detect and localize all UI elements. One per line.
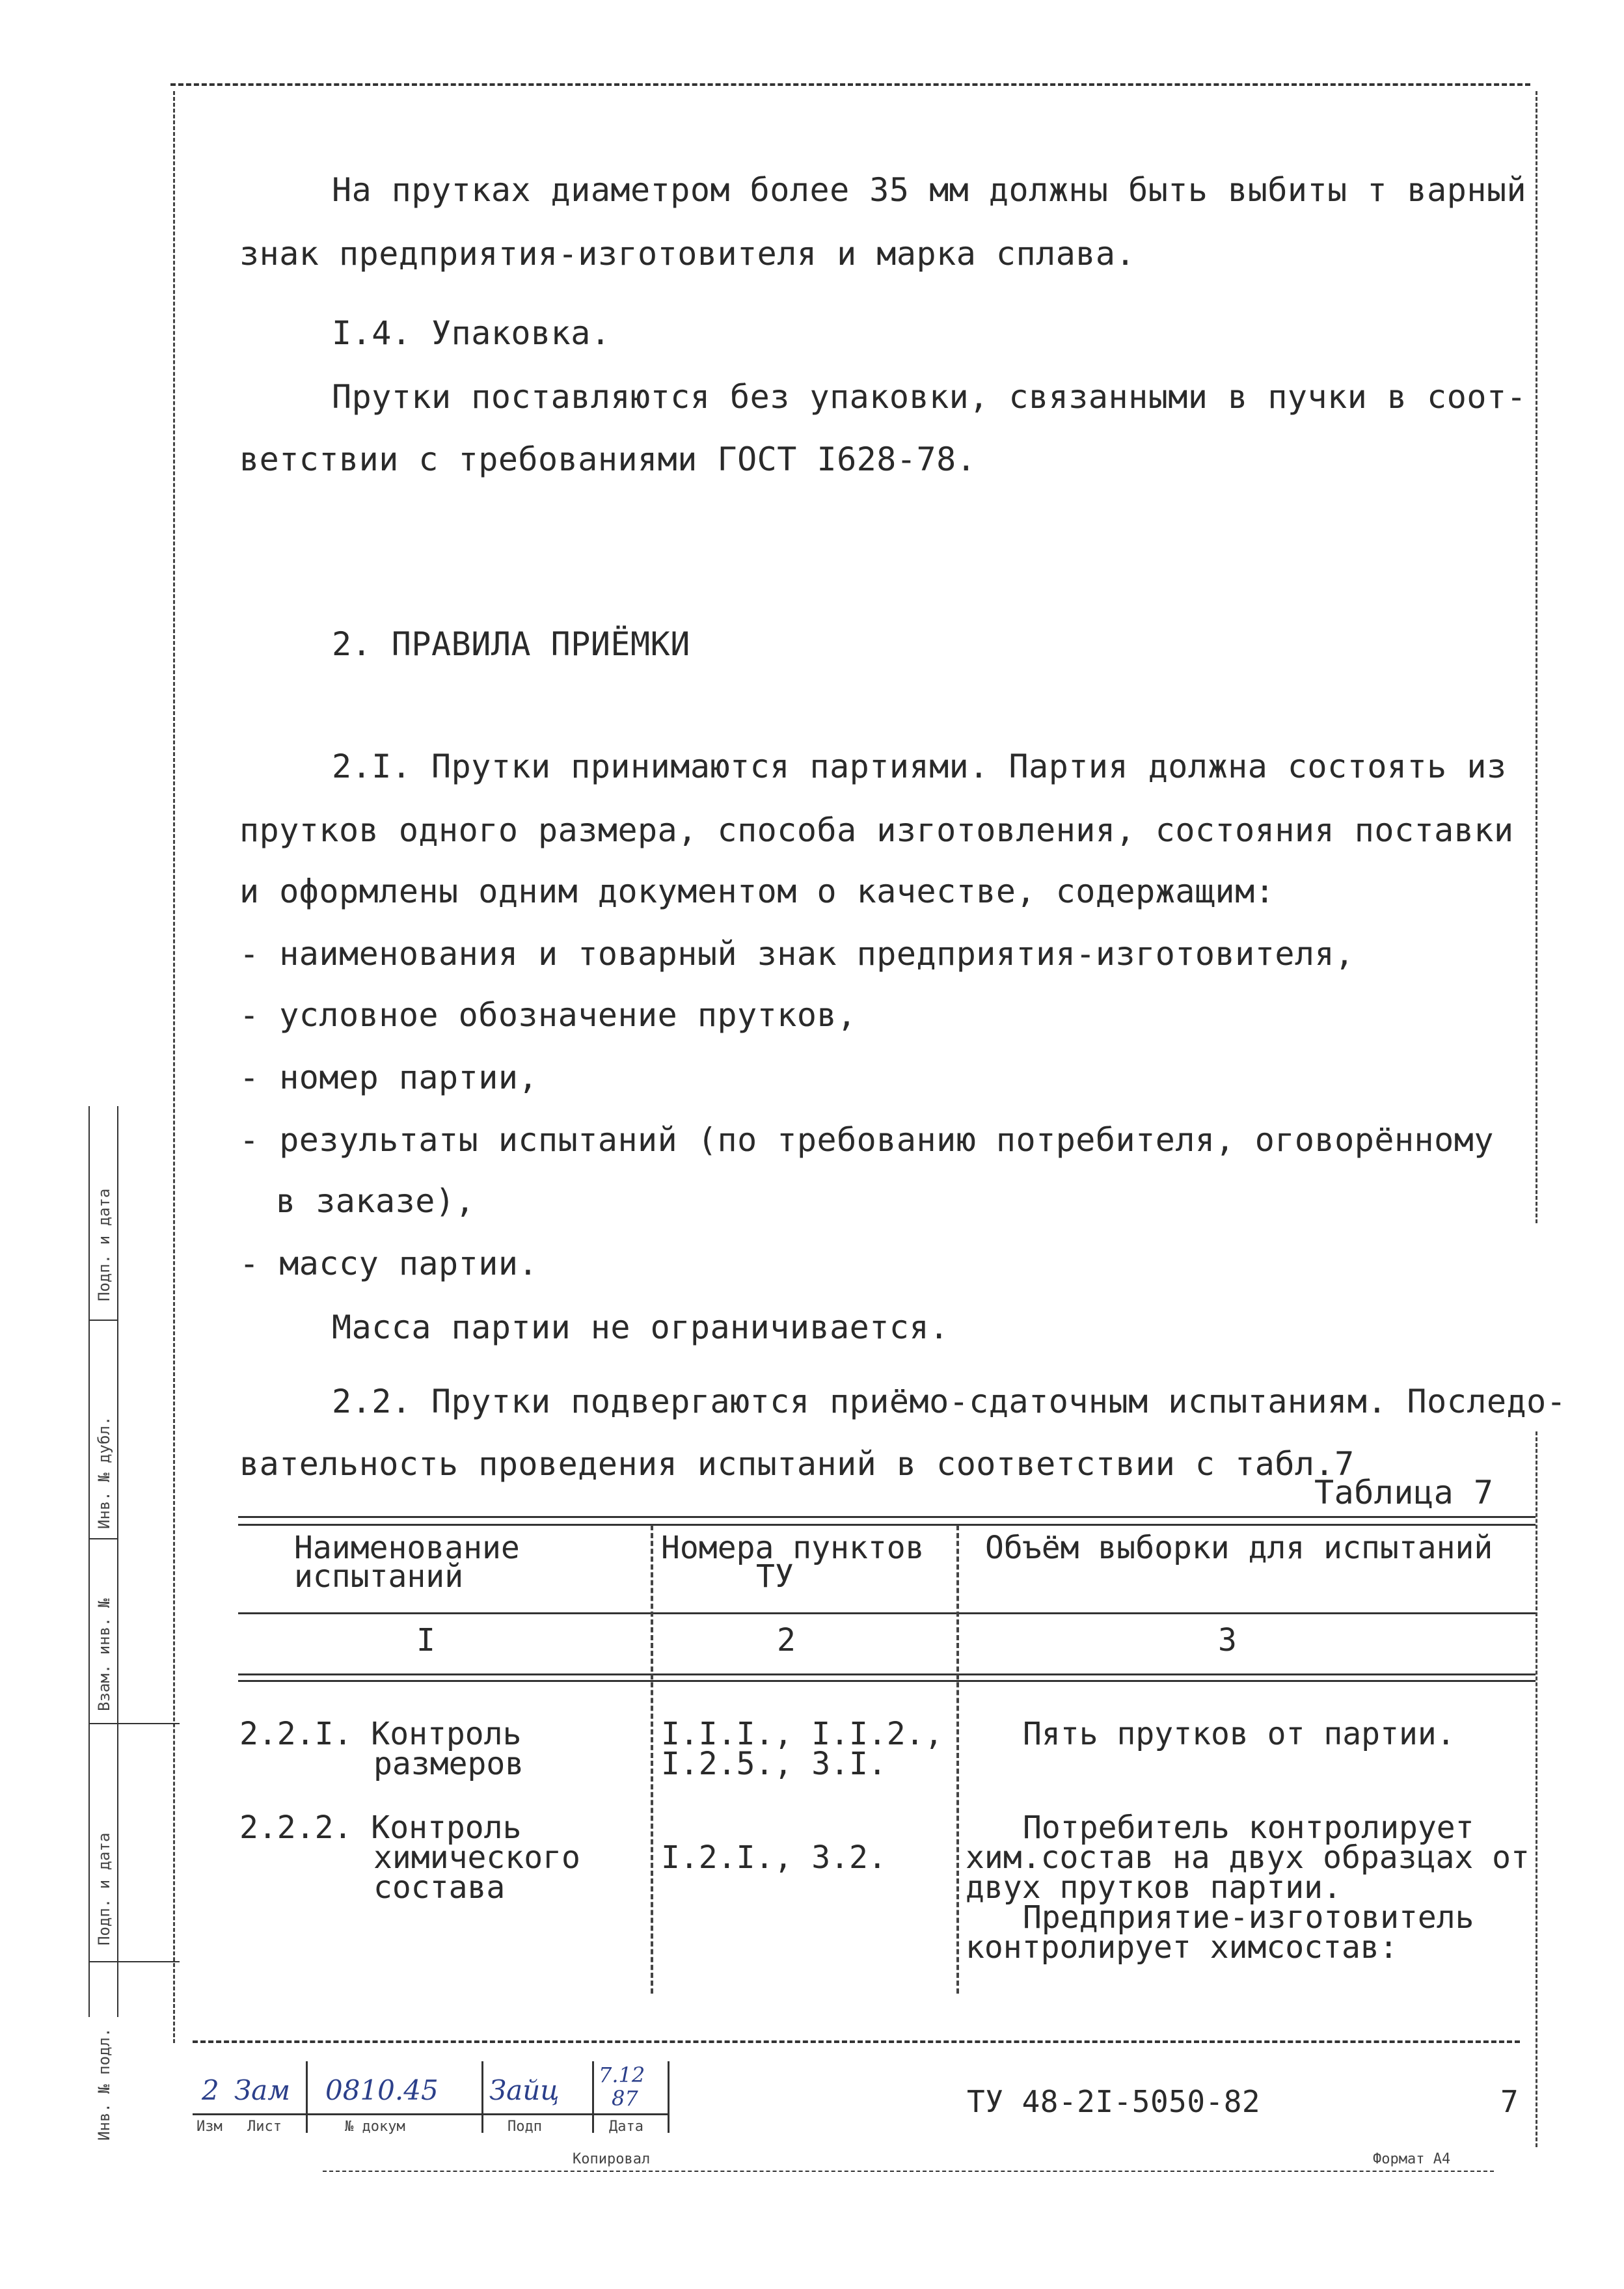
- stamp-date-b: 87: [612, 2086, 638, 2111]
- stamp-date-a: 7.12: [599, 2063, 645, 2087]
- margin-column-line: [117, 1106, 118, 2017]
- stamp-zam-value: Зам: [234, 2074, 291, 2106]
- frame-left-line: [173, 91, 175, 2043]
- stamp-label-date: Дата: [609, 2119, 643, 2135]
- section-2-heading: 2. ПРАВИЛА ПРИЁМКИ: [332, 625, 690, 663]
- margin-column-line: [88, 1106, 90, 2017]
- para-packing-1: Прутки поставляются без упаковки, связанными в пучки в соот-: [332, 378, 1527, 416]
- table-col-separator: [651, 1525, 653, 1994]
- margin-label-dup-inv: Инв. № дубл.: [95, 1416, 113, 1529]
- table-header-col2: Номера пунктов: [661, 1530, 925, 1566]
- table-row-2-col1: состава: [373, 1869, 506, 1906]
- para-2-2-line2: вательность проведения испытаний в соответствии с табл.7: [239, 1445, 1355, 1483]
- list-item-continued: в заказе),: [276, 1182, 476, 1220]
- page-number: 7: [1500, 2084, 1519, 2119]
- para-packing-2: ветствии с требованиями ГОСТ I628-78.: [239, 440, 977, 478]
- para-marking-1: На прутках диаметром более 35 мм должны быть выбиты т варный: [332, 171, 1527, 209]
- list-item: - номер партии,: [239, 1059, 539, 1096]
- frame-top-line: [170, 83, 1530, 86]
- table-row-1-col3: Пять прутков от партии.: [1023, 1716, 1455, 1752]
- list-item: - наименования и товарный знак предприятия-изготовителя,: [239, 935, 1355, 973]
- table-top-double-line: [238, 1524, 1536, 1526]
- table-row-2-col2: I.2.I., 3.2.: [661, 1839, 887, 1876]
- para-marking-2: знак предприятия-изготовителя и марка сплава.: [239, 235, 1136, 273]
- table-row-2-col3: Предприятие-изготовитель: [1023, 1899, 1474, 1936]
- table-header-rule: [238, 1612, 1536, 1614]
- margin-column-divider: [88, 1538, 117, 1539]
- para-2-2-line1: 2.2. Прутки подвергаются приёмо-сдаточным испытаниям. Последо-: [332, 1383, 1567, 1420]
- table-colnum-double-line: [238, 1673, 1536, 1675]
- table-row-1-col2: I.2.5., 3.I.: [661, 1746, 887, 1782]
- table-colnum-2: 2: [777, 1622, 796, 1659]
- stamp-doc-number: 0810.45: [325, 2074, 439, 2106]
- format-label: Формат А4: [1373, 2151, 1451, 2167]
- para-2-1-line1: 2.I. Прутки принимаются партиями. Партия должна состоять из: [332, 748, 1507, 785]
- para-mass: Масса партии не ограничивается.: [332, 1308, 949, 1346]
- frame-right-line: [1536, 91, 1537, 1223]
- table-caption: Таблица 7: [1314, 1474, 1494, 1511]
- table-top-double-line: [238, 1516, 1536, 1518]
- table-colnum-double-line: [238, 1680, 1536, 1682]
- margin-label-orig-inv: Инв. № подл.: [95, 2027, 113, 2141]
- stamp-cell-border: [306, 2061, 308, 2133]
- stamp-cell-border: [592, 2061, 594, 2133]
- margin-label-sign-date: Подп. и дата: [95, 1188, 113, 1301]
- list-item: - результаты испытаний (по требованию потребителя, оговорённому: [239, 1121, 1494, 1159]
- stamp-cell-border: [481, 2061, 483, 2133]
- table-colnum-3: 3: [1218, 1622, 1237, 1659]
- table-row-2-col1: 2.2.2. Контроль: [239, 1809, 522, 1846]
- table-row-1-col1: размеров: [373, 1746, 524, 1782]
- table-row-1-col2: I.I.I., I.I.2.,: [661, 1716, 943, 1752]
- stamp-cell-border: [668, 2061, 670, 2133]
- table-col-separator: [956, 1525, 959, 1994]
- bottom-line: [323, 2171, 1494, 2172]
- margin-column-divider: [88, 1320, 117, 1321]
- table-row-1-col1: 2.2.I. Контроль: [239, 1716, 522, 1752]
- frame-right-line-lower: [1536, 1431, 1537, 2147]
- para-2-1-line2: прутков одного размера, способа изготовления, состояния поставки: [239, 811, 1514, 849]
- table-header-col1: Наименование: [294, 1530, 520, 1566]
- copied-label: Копировал: [573, 2151, 651, 2167]
- stamp-signature: Зайц: [489, 2074, 560, 2106]
- table-header-col1: испытаний: [294, 1558, 464, 1595]
- margin-label-replace-inv: Взам. инв. №: [95, 1598, 113, 1711]
- margin-label-sign-date-2: Подп. и дата: [95, 1832, 113, 1945]
- para-2-1-line3: и оформлены одним документом о качестве, содержащим:: [239, 873, 1275, 910]
- table-row-2-col3: Потребитель контролирует: [1023, 1809, 1474, 1846]
- stamp-label-izm: Изм: [196, 2119, 223, 2135]
- margin-column-divider: [88, 1723, 180, 1724]
- margin-column-divider: [88, 1961, 180, 1962]
- table-header-col3: Объём выборки для испытаний: [985, 1530, 1493, 1566]
- table-row-2-col1: химического: [373, 1839, 580, 1876]
- stamp-label-list: Лист: [247, 2119, 282, 2135]
- table-header-col2: ТУ: [756, 1558, 794, 1595]
- list-item: - массу партии.: [239, 1245, 539, 1282]
- table-row-2-col3: хим.состав на двух образцах от: [966, 1839, 1530, 1876]
- stamp-label-doc: № докум: [345, 2119, 405, 2135]
- document-code: ТУ 48-2I-5050-82: [967, 2084, 1261, 2119]
- stamp-izm-value: 2: [202, 2074, 219, 2106]
- list-item: - условное обозначение прутков,: [239, 996, 857, 1034]
- table-row-2-col3: контролирует химсостав:: [966, 1929, 1398, 1966]
- table-colnum-1: I: [416, 1622, 435, 1659]
- stamp-mid-line: [193, 2113, 668, 2115]
- stamp-top-line: [193, 2040, 1520, 2043]
- stamp-label-sign: Подп: [508, 2119, 542, 2135]
- table-row-2-col3: двух прутков партии.: [966, 1869, 1342, 1906]
- section-1-4-heading: I.4. Упаковка.: [332, 314, 611, 352]
